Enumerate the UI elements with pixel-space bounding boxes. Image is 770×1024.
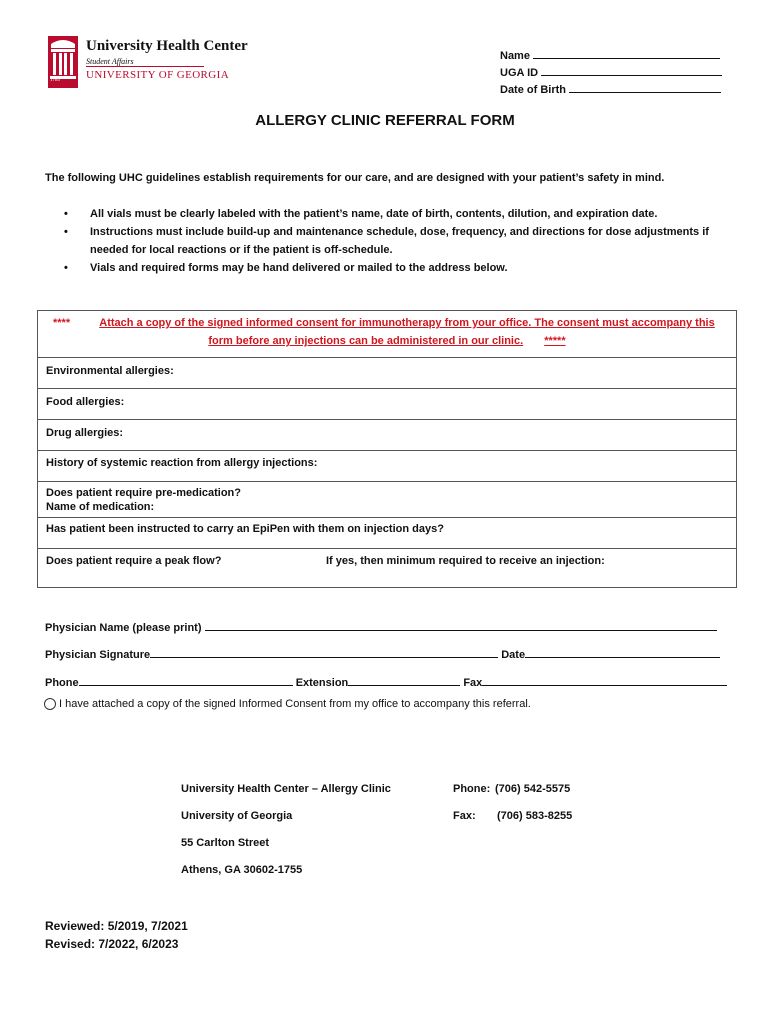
food-allergies-row[interactable] <box>38 389 736 420</box>
food-allergies-label: Food allergies: <box>46 396 125 408</box>
org-name: University Health Center <box>86 38 248 54</box>
drug-allergies-row[interactable] <box>38 420 736 451</box>
list-item: • Instructions must include build-up and maintenance schedule, dose, frequency, and directions for dose adjustments if needed for local reactions or if the patient is off-schedule. <box>64 223 724 259</box>
university-name: UNIVERSITY OF GEORGIA <box>86 69 230 81</box>
address-line4: Athens, GA 30602-1755 <box>181 864 303 876</box>
clinic-fax-value: (706) 583-8255 <box>497 810 573 822</box>
name-label: Name <box>500 50 530 62</box>
date-field[interactable] <box>525 646 720 658</box>
date-label: Date <box>501 649 526 661</box>
physician-signature-label: Physician Signature <box>45 649 151 661</box>
fax-label: Fax <box>463 677 483 689</box>
phone-label: Phone <box>45 677 79 689</box>
org-subtitle: Student Affairs <box>86 57 134 66</box>
address-line2: University of Georgia <box>181 810 293 822</box>
logo-year: 1785 <box>50 78 60 83</box>
extension-label: Extension <box>295 677 349 689</box>
clinic-phone-value: (706) 542-5575 <box>495 783 571 795</box>
alert-line1: Attach a copy of the signed informed consent for immunotherapy from your office. The consent must accompany this <box>99 317 715 329</box>
dob-label: Date of Birth <box>500 84 566 96</box>
alert-line2: form before any injections can be administered in our clinic. <box>208 335 524 347</box>
list-item: • All vials must be clearly labeled with the patient’s name, date of birth, contents, dilution, and expiration date. <box>64 205 724 223</box>
form-title: ALLERGY CLINIC REFERRAL FORM <box>255 112 515 129</box>
consent-checkbox-row <box>44 698 531 710</box>
logo-divider <box>86 66 204 67</box>
physician-name-field[interactable] <box>205 619 717 631</box>
physician-signature-field[interactable] <box>150 646 498 658</box>
uga-id-label: UGA ID <box>500 67 539 79</box>
list-item: • Vials and required forms may be hand delivered or mailed to the address below. <box>64 259 724 277</box>
phone-field[interactable] <box>79 674 293 686</box>
premedication-row[interactable] <box>38 482 736 518</box>
uga-id-field[interactable] <box>541 64 722 76</box>
physician-name-label: Physician Name (please print) <box>45 622 202 634</box>
environmental-allergies-row[interactable] <box>38 358 736 389</box>
premedication-label: Does patient require pre-medication? <box>46 487 241 499</box>
address-line3: 55 Carlton Street <box>181 837 270 849</box>
peak-flow-row[interactable] <box>38 549 736 587</box>
drug-allergies-label: Drug allergies: <box>46 427 124 439</box>
alert-stars-left: **** <box>53 317 71 329</box>
intro-text: The following UHC guidelines establish requirements for our care, and are designed with your patient’s safety in mind. <box>45 172 665 184</box>
guidelines-list <box>64 205 724 277</box>
name-field[interactable] <box>533 47 720 59</box>
environmental-allergies-label: Environmental allergies: <box>46 365 174 377</box>
dob-field[interactable] <box>569 81 721 93</box>
clinic-fax-label: Fax: <box>453 810 476 822</box>
peak-flow-label: Does patient require a peak flow? <box>46 555 222 567</box>
extension-field[interactable] <box>348 674 460 686</box>
reviewed-dates: Reviewed: 5/2019, 7/2021 <box>45 919 188 933</box>
consent-radio[interactable] <box>44 698 56 710</box>
contact-line <box>45 674 727 689</box>
alert-stars-right: ***** <box>544 335 566 347</box>
physician-signature-line <box>45 646 720 661</box>
systemic-reaction-label: History of systemic reaction from allergy injections: <box>46 457 318 469</box>
allergy-info-box <box>37 310 737 588</box>
address-line1: University Health Center – Allergy Clinic <box>181 783 391 795</box>
peak-flow-minimum-label: If yes, then minimum required to receive an injection: <box>326 555 605 567</box>
epipen-label: Has patient been instructed to carry an EpiPen with them on injection days? <box>46 523 444 535</box>
physician-name-line <box>45 619 717 634</box>
patient-id-block <box>500 47 722 98</box>
consent-checkbox-label: I have attached a copy of the signed Informed Consent from my office to accompany this referral. <box>59 698 531 710</box>
systemic-reaction-row[interactable] <box>38 451 736 482</box>
clinic-phone-label: Phone: <box>453 783 491 795</box>
epipen-row[interactable] <box>38 518 736 549</box>
revised-dates: Revised: 7/2022, 6/2023 <box>45 937 179 951</box>
fax-field[interactable] <box>482 674 727 686</box>
medication-name-label: Name of medication: <box>46 501 155 513</box>
consent-alert-row <box>38 311 736 358</box>
